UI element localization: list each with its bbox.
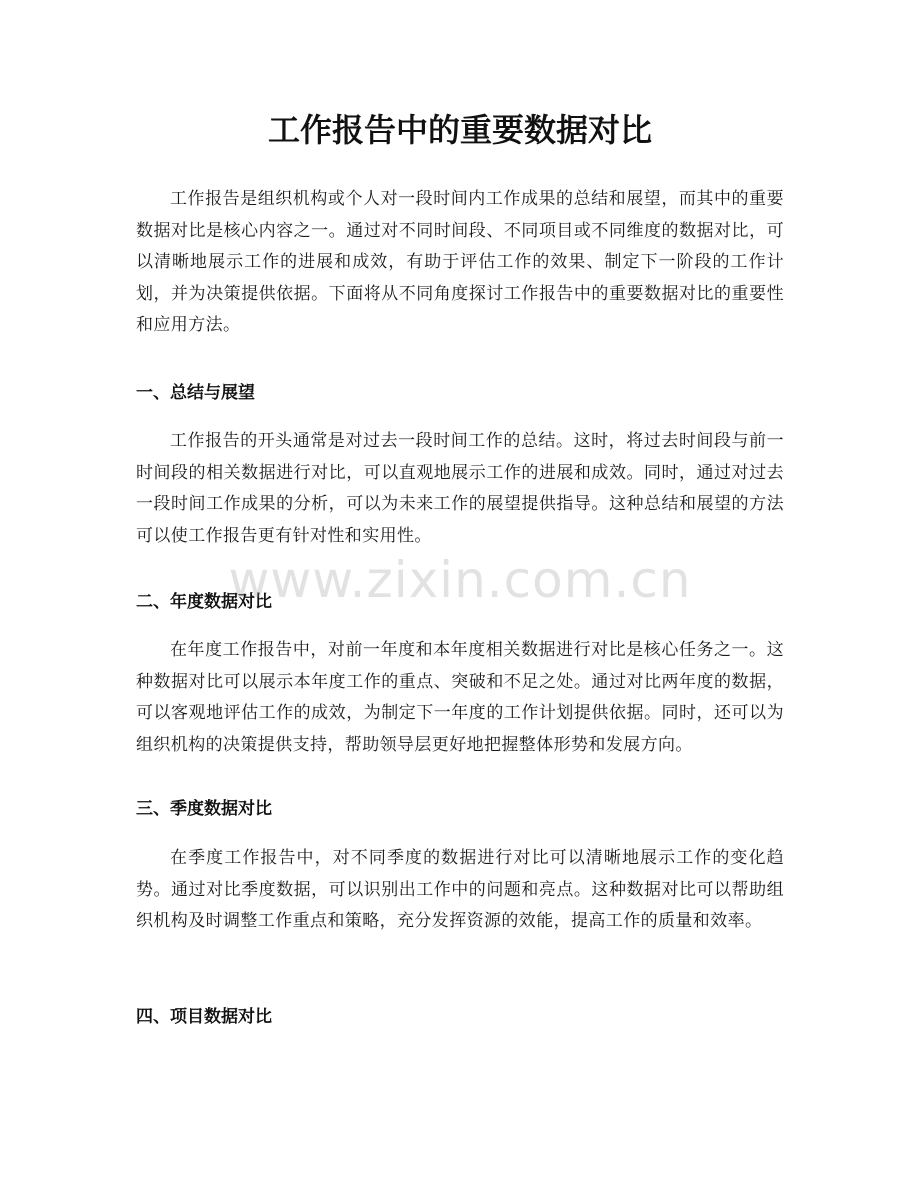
- section-body-quarterly: 在季度工作报告中，对不同季度的数据进行对比可以清晰地展示工作的变化趋势。通过对比季度数据，可以识别出工作中的问题和亮点。这种数据对比可以帮助组织机构及时调整工作重点和策略，充分发挥资源的效能，提高工作的质量和效率。: [136, 848, 784, 931]
- page-title: 工作报告中的重要数据对比: [267, 111, 652, 149]
- section-body-annual: 在年度工作报告中，对前一年度和本年度相关数据进行对比是核心任务之一。这种数据对比可以展示本年度工作的重点、突破和不足之处。通过对比两年度的数据，可以客观地评估工作的成效，为制定下一年度的工作计划提供依据。同时，还可以为组织机构的决策提供支持，帮助领导层更好地把握整体形势和发展方向。: [136, 640, 784, 755]
- section-heading-project: 四、项目数据对比: [136, 1007, 272, 1027]
- section-body-summary: 工作报告的开头通常是对过去一段时间工作的总结。这时，将过去时间段与前一时间段的相关数据进行对比，可以直观地展示工作的进展和成效。同时，通过对过去一段时间工作成果的分析，可以为未来工作的展望提供指导。这种总结和展望的方法可以使工作报告更有针对性和实用性。: [136, 431, 784, 546]
- section-heading-quarterly: 三、季度数据对比: [136, 799, 272, 819]
- watermark: www.zixin.com.cn: [228, 551, 692, 609]
- section-heading-annual: 二、年度数据对比: [136, 592, 272, 612]
- section-heading-summary: 一、总结与展望: [136, 383, 255, 403]
- intro-paragraph: 工作报告是组织机构或个人对一段时间内工作成果的总结和展望，而其中的重要数据对比是核心内容之一。通过对不同时间段、不同项目或不同维度的数据对比，可以清晰地展示工作的进展和成效，有助于评估工作的效果、制定下一阶段的工作计划，并为决策提供依据。下面将从不同角度探讨工作报告中的重要数据对比的重要性和应用方法。: [136, 189, 784, 335]
